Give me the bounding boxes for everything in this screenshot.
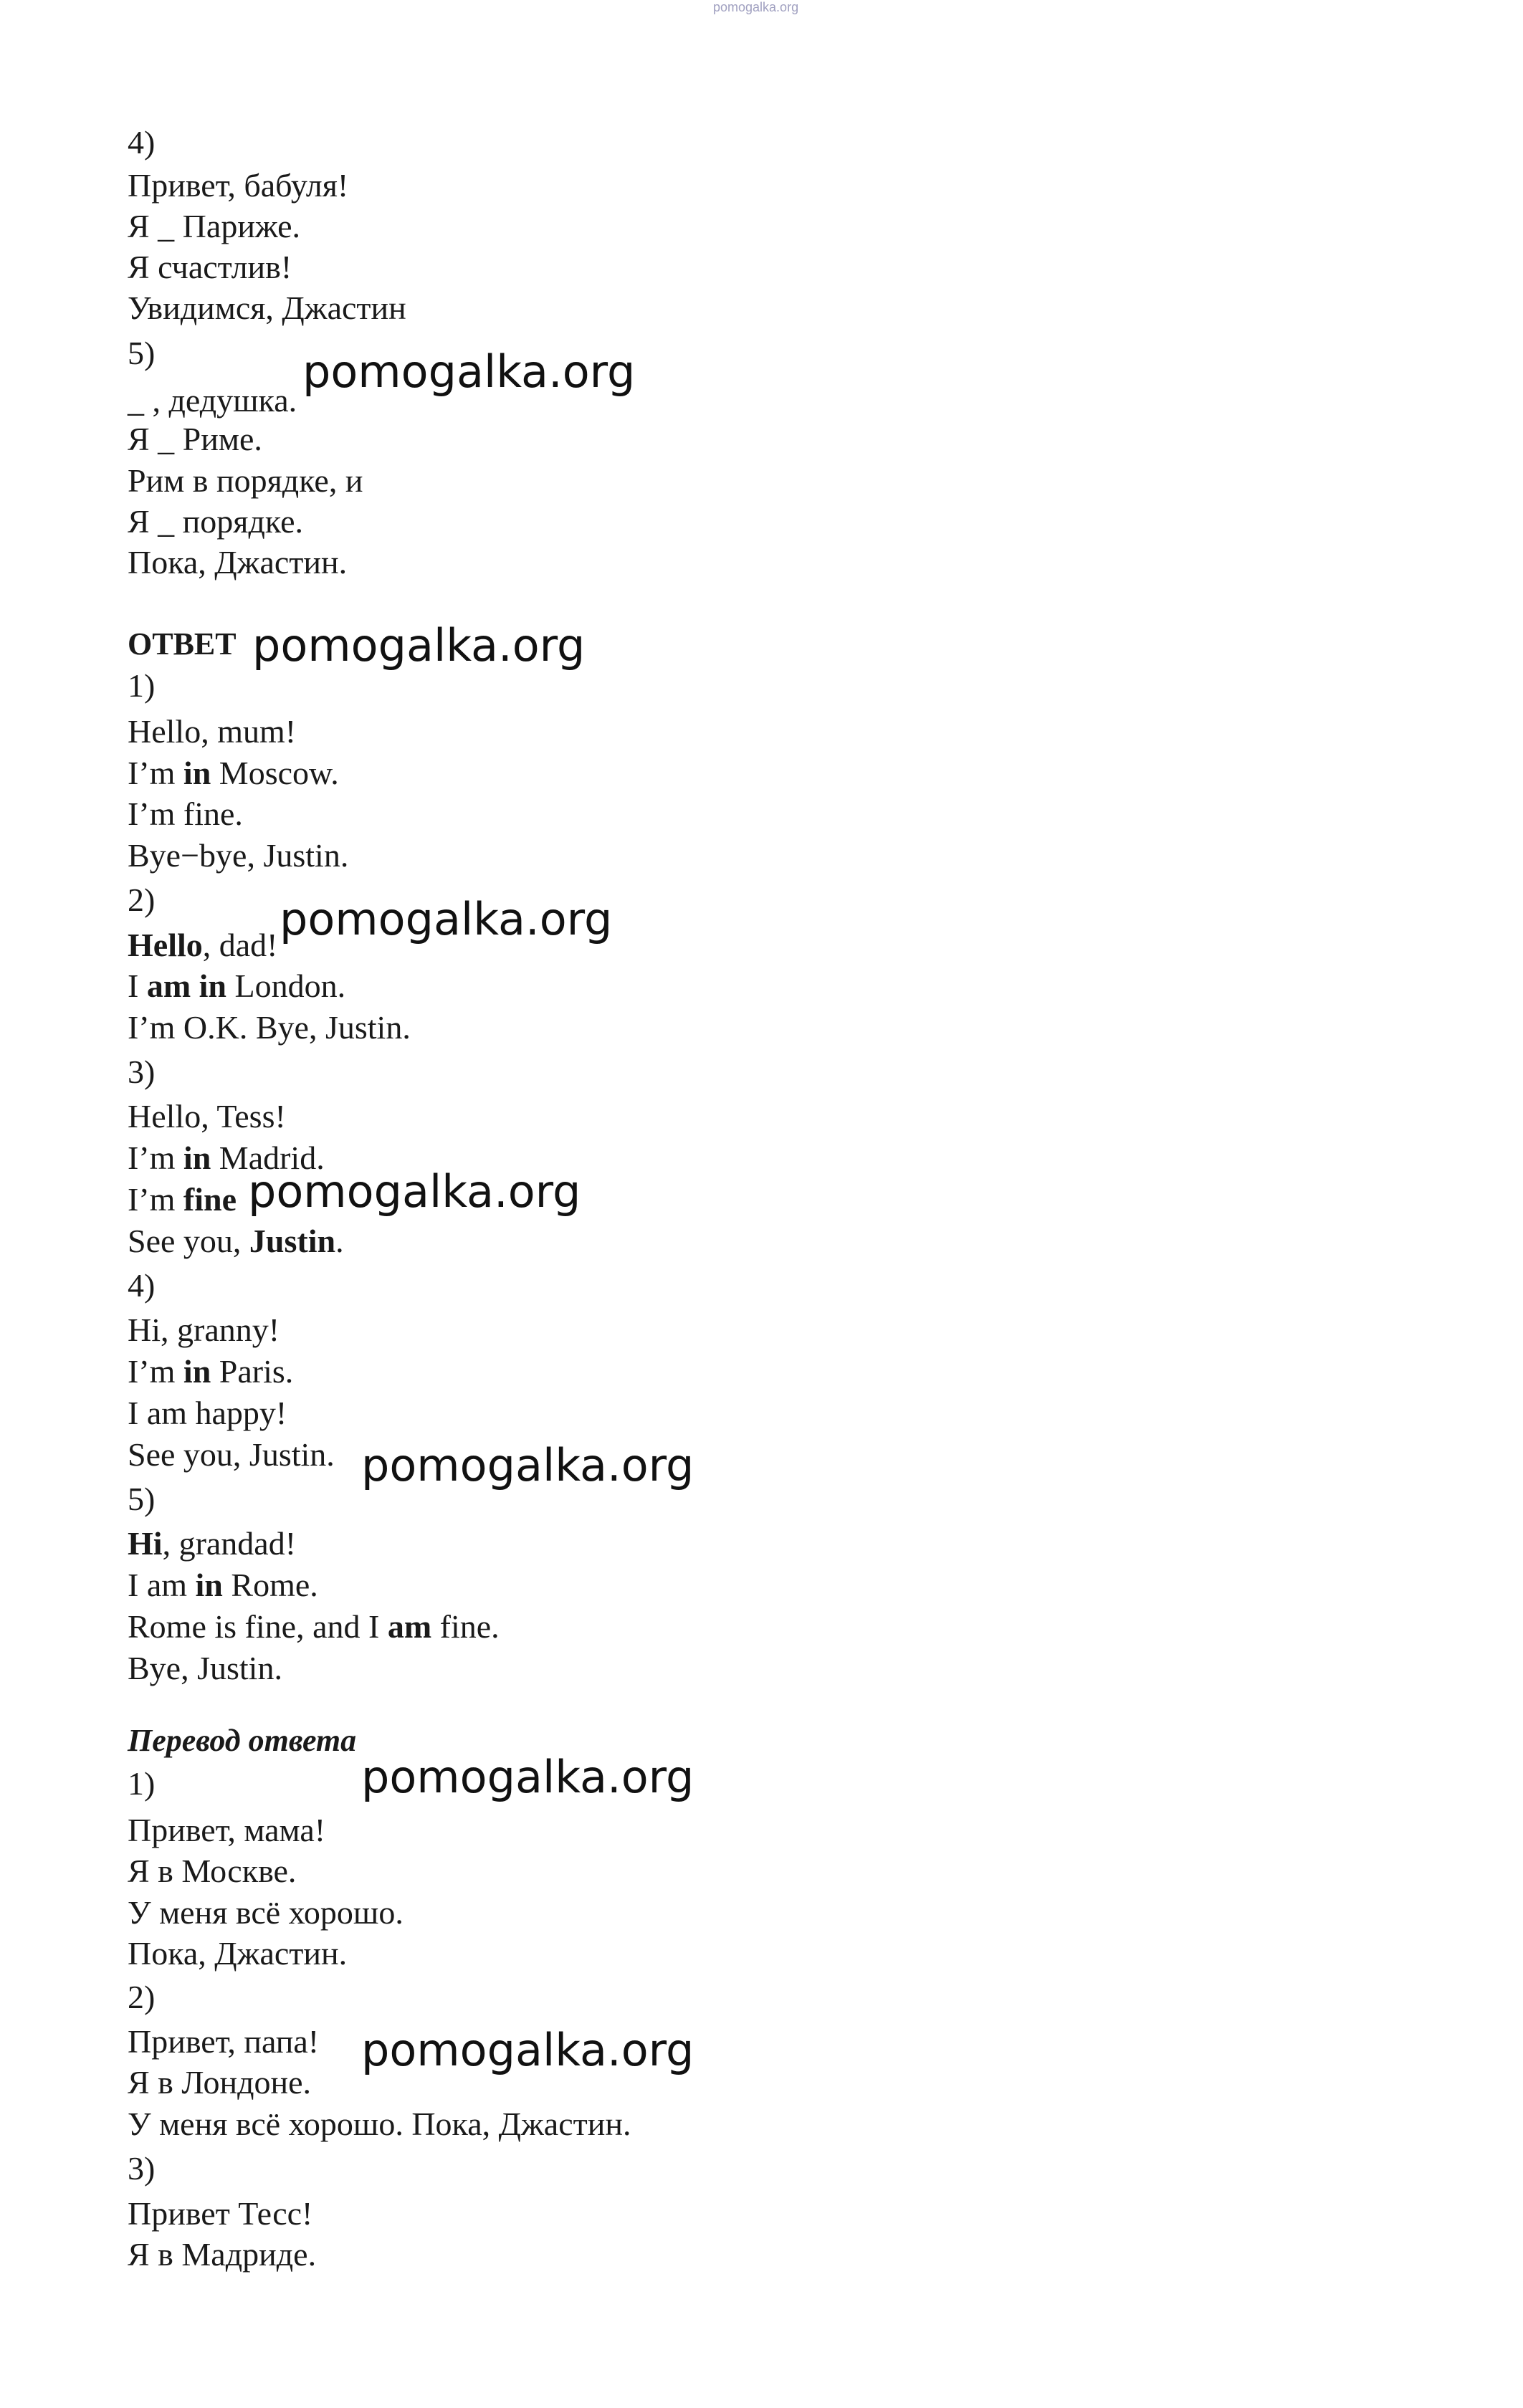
item-number: 2) [128, 882, 156, 918]
text-line: У меня всё хорошо. [128, 1894, 404, 1931]
watermark: pomogalka.org [248, 1165, 581, 1218]
text-line: I’m in Madrid. [128, 1140, 325, 1176]
text-line: Bye, Justin. [128, 1650, 282, 1686]
text-line: Привет Тесс! [128, 2195, 313, 2232]
text-line: Hi, grandad! [128, 1525, 297, 1562]
text-line: I’m fine. [128, 796, 243, 832]
text-line: Привет, папа! [128, 2023, 320, 2060]
text-line: Bye−bye, Justin. [128, 837, 349, 874]
item-number: 5) [128, 335, 156, 371]
text-line: Рим в порядке, и [128, 462, 363, 499]
text-line: I’m fine [128, 1181, 237, 1218]
item-number: 1) [128, 667, 156, 704]
text-line: Я счастлив! [128, 249, 292, 285]
watermark: pomogalka.org [361, 1751, 694, 1803]
translation-heading: Перевод ответа [128, 1723, 357, 1758]
text-line: I am happy! [128, 1395, 287, 1431]
item-number: 1) [128, 1765, 156, 1802]
watermark: pomogalka.org [302, 345, 636, 398]
text-line: I’m in Paris. [128, 1353, 294, 1390]
text-line: I am in London. [128, 968, 346, 1004]
watermark: pomogalka.org [361, 2024, 694, 2076]
text-line: Rome is fine, and I am fine. [128, 1608, 500, 1645]
item-number: 3) [128, 1054, 156, 1090]
watermark: pomogalka.org [361, 1439, 694, 1491]
text-line: Я _ Риме. [128, 421, 262, 457]
text-line: У меня всё хорошо. Пока, Джастин. [128, 2106, 631, 2142]
text-line: Я _ Париже. [128, 208, 301, 244]
text-line: Hello, dad! [128, 927, 278, 963]
top-watermark: pomogalka.org [713, 0, 799, 14]
text-line: Привет, мама! [128, 1812, 326, 1848]
text-line: I’m O.K. Bye, Justin. [128, 1009, 411, 1046]
item-number: 2) [128, 1979, 156, 2015]
text-line: Пока, Джастин. [128, 544, 348, 580]
watermark: pomogalka.org [280, 893, 613, 945]
text-line: Я _ порядке. [128, 503, 303, 540]
item-number: 4) [128, 1267, 156, 1304]
text-line: Я в Мадриде. [128, 2236, 317, 2273]
text-line: Я в Лондоне. [128, 2064, 312, 2101]
text-line: Увидимся, Джастин [128, 290, 406, 326]
item-number: 5) [128, 1481, 156, 1517]
item-number: 4) [128, 124, 156, 161]
text-line: Hello, Tess! [128, 1098, 286, 1134]
text-line: I am in Rome. [128, 1567, 318, 1603]
text-line: Я в Москве. [128, 1853, 297, 1889]
text-line: I’m in Moscow. [128, 755, 339, 791]
text-line: _ , дедушка. [128, 382, 297, 419]
answer-heading: ОТВЕТ [128, 626, 237, 661]
text-line: Hi, granny! [128, 1312, 280, 1348]
watermark: pomogalka.org [252, 619, 586, 672]
text-line: Привет, бабуля! [128, 167, 349, 204]
text-line: See you, Justin. [128, 1436, 335, 1473]
item-number: 3) [128, 2150, 156, 2187]
text-line: Hello, mum! [128, 713, 297, 750]
text-line: See you, Justin. [128, 1223, 344, 1259]
text-line: Пока, Джастин. [128, 1935, 348, 1972]
